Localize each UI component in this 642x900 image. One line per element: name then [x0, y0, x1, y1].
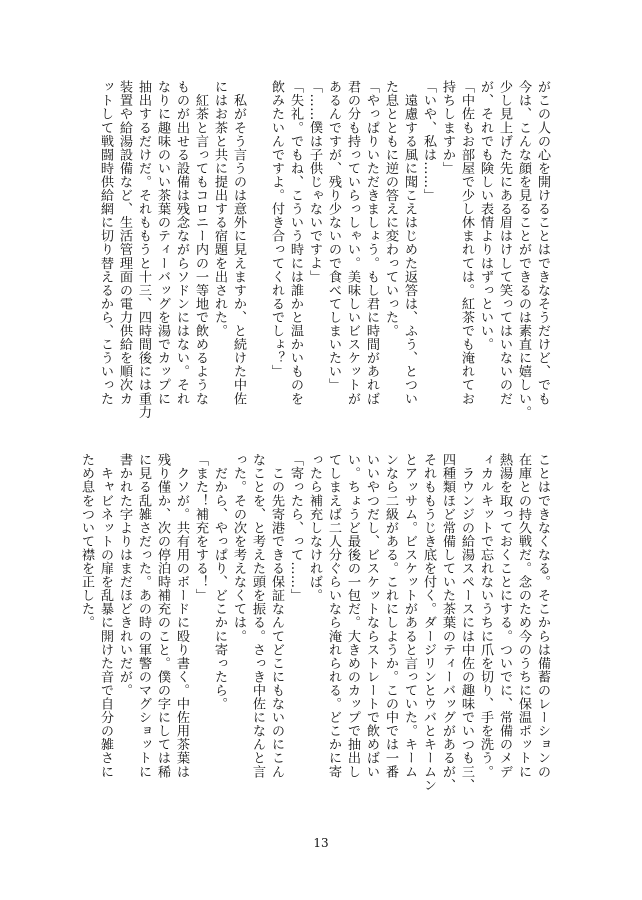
lower-text-line: 書かれた字よりはまだほどきれいだが。: [117, 453, 132, 697]
lower-text-line: クソが。共有用のボードに殴り書く。中佐用茶葉は: [174, 453, 189, 779]
upper-text-line: 飲みたいんですよ。付き合ってくれるでしょ？」: [269, 80, 284, 379]
lower-text-line: だから、やっぱり、どこかに寄ったら。: [212, 453, 227, 711]
upper-text-line: あるんですが、残り少ないので食べてしまいたい」: [326, 80, 341, 392]
lower-text-line: とアッサム。ビスケットがあると言っていた。キーム: [402, 453, 417, 779]
upper-text-line: 今は、こんな顔を見ることができるのは素直に嬉しい。: [516, 80, 531, 419]
lower-text-line: ったら補充しなければ。: [307, 453, 322, 603]
upper-text-line: 「中佐もお部屋で少し休まれては。紅茶でも淹れてお: [459, 80, 474, 406]
page-number: 13: [313, 836, 329, 850]
upper-text-line: 持ちしますか」: [440, 80, 455, 175]
upper-text-line: 遠慮する風に聞こえはじめた返答は、ふう、とつい: [402, 80, 417, 406]
lower-text-line: い。ちょうど最後の一包だ。大きめのカップで抽出し: [345, 453, 360, 779]
lower-text-line: 在庫との持久戦だ。念のため今のうちに保温ポットに: [516, 453, 531, 779]
upper-text-line: がこの人の心を開けることはできなそうだけど、でも: [535, 80, 550, 406]
lower-text-line: キャビネットの扉を乱暴に開けた音で自分の雑さに: [98, 453, 113, 779]
lower-text-line: に見る乱雑さだった。あの時の軍警のマグショットに: [136, 453, 151, 779]
lower-text-line: 熱湯を取っておくことにする。ついでに、常備のメデ: [497, 453, 512, 779]
upper-text-line: 「……僕は子供じゃないですよ」: [307, 80, 322, 284]
lower-text-line: ィカルキットで忘れないうちに爪を切り、手を洗う。: [478, 453, 493, 779]
lower-text-line: った。その次を考えなくては。: [231, 453, 246, 643]
upper-text-line: なりに趣味のいい茶葉のティーバッグを湯でカップに: [155, 80, 170, 406]
upper-text-line: 少し見上げた先にある眉はけして笑ってはいないのだ: [497, 80, 512, 406]
lower-text-block: [77, 453, 552, 793]
lower-text-line: ラウンジの給湯スペースには中佐の趣味でいつも三、: [459, 453, 474, 792]
lower-text-line: 残り僅か、次の停泊時補充のこと。僕の字にしては稀: [155, 453, 170, 779]
upper-text-line: ットして戦闘時供給網に切り替えるから、こういった: [98, 80, 113, 406]
upper-text-line: 「失礼。でもね、こういう時には誰かと温かいものを: [288, 80, 303, 406]
upper-text-line: が、それでも険しい表情よりはずっといい。: [478, 80, 493, 351]
lower-text-line: いいやつだし、ビスケットならストレートで飲めばい: [364, 453, 379, 779]
upper-text-line: 「やっぱりいただきましょう。もし君に時間があれば: [364, 80, 379, 406]
upper-text-line: [248, 80, 267, 425]
upper-text-line: 君の分も持っていらっしゃい。美味しいビスケットが: [345, 80, 360, 406]
lower-text-line: 「また！補充をする！」: [193, 453, 208, 603]
upper-text-line: にはお茶と共に提出する宿題を出された。: [212, 80, 227, 338]
lower-text-line: ンなら二級がある。これにしようか。この中では一番: [383, 453, 398, 779]
upper-text-line: 抽出するだけだ。それももうと十三、四時間後には重力: [136, 80, 151, 419]
upper-text-line: ものが出せる設備は残念ながらソドンにはない。それ: [174, 80, 189, 406]
lower-text-line: それももうじき底を付く。ダージリンとウバとキームン: [421, 453, 436, 792]
upper-text-line: 紅茶と言ってもコロニー内の一等地で飲めるような: [193, 80, 208, 406]
upper-text-block: [96, 80, 552, 425]
lower-text-line: ことはできなくなる。そこからは備蓄のレーションの: [535, 453, 550, 779]
upper-text-line: 「いや、私は……」: [421, 80, 436, 202]
upper-text-line: 装置や給湯設備など、生活管理面の電力供給を順次カ: [117, 80, 132, 406]
upper-text-line: 私がそう言うのは意外に見えますか、と続けた中佐: [231, 80, 246, 406]
lower-text-line: ため息をついて襟を正した。: [79, 453, 94, 630]
lower-text-line: てしまえば二人分ぐらいなら淹れられる。どこかに寄: [326, 453, 341, 779]
lower-text-line: 四種類ほど常備していた茶葉のティーバッグがあるが、: [440, 453, 455, 792]
upper-text-line: た息とともに逆の答えに変わっていった。: [383, 80, 398, 338]
lower-text-line: 「寄ったら、って……」: [288, 453, 303, 603]
lower-text-line: この先寄港できる保証なんてどこにもないのにこん: [269, 453, 284, 779]
lower-text-line: なことを、と考えた頭を振る。さっき中佐になんと言: [250, 453, 265, 779]
